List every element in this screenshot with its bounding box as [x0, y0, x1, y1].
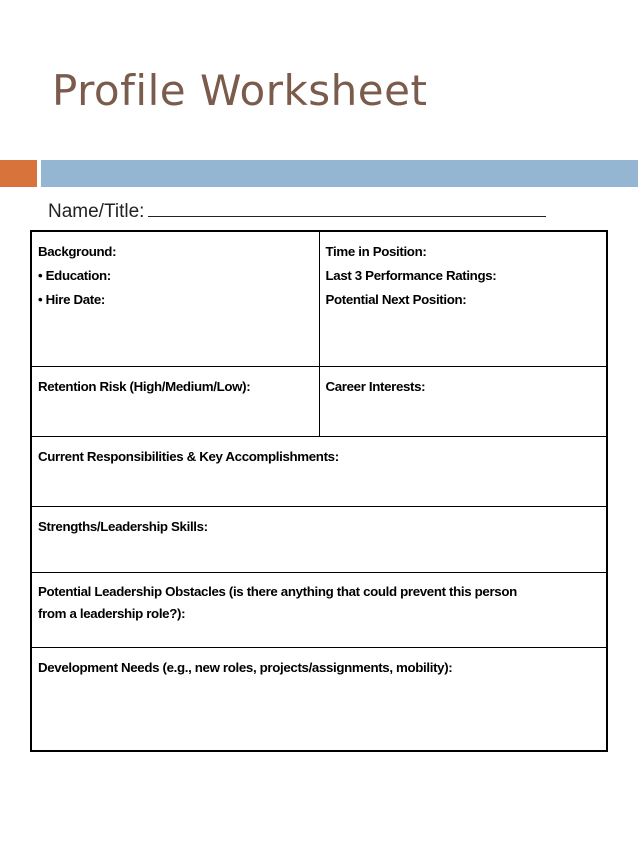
retention-risk-cell[interactable] [31, 366, 319, 436]
accent-bar-blue [41, 160, 638, 187]
retention-risk-label: Retention Risk (High/Medium/Low): [38, 378, 251, 394]
background-heading: Background: [38, 244, 117, 259]
strengths-cell[interactable] [31, 506, 607, 572]
strengths-label: Strengths/Leadership Skills: [38, 518, 208, 534]
development-needs-label: Development Needs (e.g., new roles, projects/assignments, mobility): [38, 659, 453, 675]
background-cell[interactable] [31, 231, 319, 366]
development-needs-cell[interactable] [31, 647, 607, 751]
name-title-field[interactable] [48, 199, 546, 223]
name-title-label: Name/Title: [48, 201, 145, 222]
hire-date-item: • Hire Date: [38, 292, 105, 307]
next-position-label: Potential Next Position: [325, 292, 467, 307]
obstacles-label-line-2: from a leadership role?): [38, 605, 186, 621]
name-title-underline[interactable] [148, 199, 546, 217]
accent-bar-orange [0, 160, 37, 187]
performance-ratings-label: Last 3 Performance Ratings: [325, 268, 497, 283]
obstacles-label-line-1: Potential Leadership Obstacles (is there anything that could prevent this person [38, 583, 517, 599]
obstacles-cell[interactable] [31, 572, 607, 647]
responsibilities-label: Current Responsibilities & Key Accomplishments: [38, 448, 339, 464]
time-in-position-label: Time in Position: [325, 244, 427, 259]
profile-worksheet-table [30, 230, 608, 752]
position-cell[interactable] [319, 231, 607, 366]
responsibilities-cell[interactable] [31, 436, 607, 506]
education-item: • Education: [38, 268, 111, 283]
page-title: Profile Worksheet [52, 66, 428, 115]
career-interests-cell[interactable] [319, 366, 607, 436]
career-interests-label: Career Interests: [325, 378, 426, 394]
